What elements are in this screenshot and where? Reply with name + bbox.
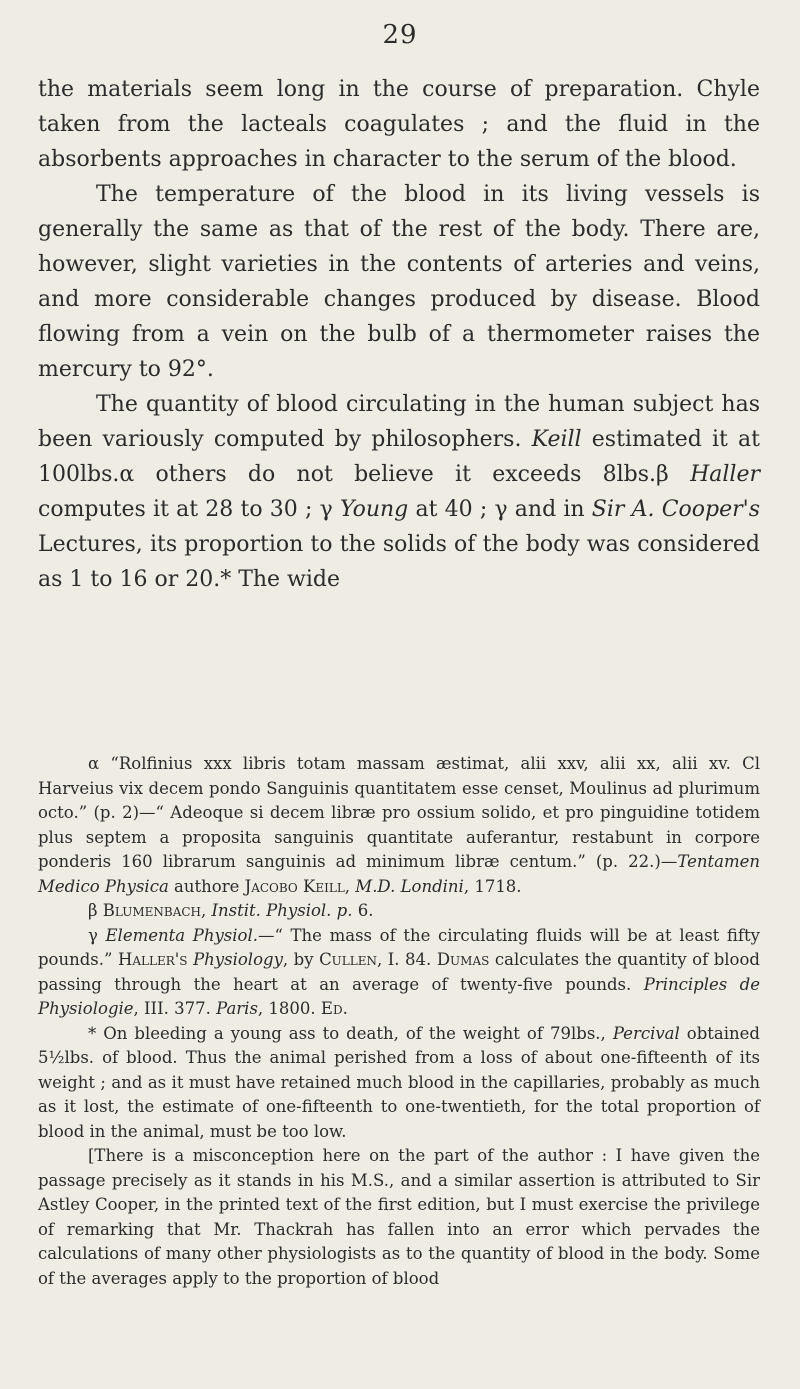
- paragraph-1: the materials seem long in the course of preparation. Chyle taken from the lacteals coagulates ; and the fluid in the absorbents approaches in character to the serum of the blood.: [38, 77, 760, 172]
- fg-haller: Haller's: [117, 950, 188, 969]
- fb-text-3: 6.: [352, 901, 374, 920]
- footnote-alpha: [38, 752, 760, 899]
- fg-ed: Ed.: [320, 999, 348, 1018]
- fg-work: Elementa Physiol.: [105, 925, 258, 945]
- fs-percival: Percival: [612, 1023, 680, 1043]
- fb-text-1: β: [88, 901, 103, 920]
- fg-dumas: Dumas: [436, 950, 490, 969]
- fg-text-8: , 1800.: [257, 999, 321, 1018]
- paragraph-3: [38, 387, 760, 597]
- fa-author: Jacobo Keill: [244, 876, 345, 896]
- fg-text-7: , III. 377.: [133, 999, 217, 1018]
- footnote-bracket: [There is a misconception here on the part of the author : I have given the passage precisely as it stands in his M.S., and a similar assertion is attributed to Sir Astley Cooper, in the printed text of the first edition, but I must exercise the privilege of remarking that Mr. Thackrah has fallen into an error which pervades the calculations of many other physiologists as to the quantity of blood in the body. Some of the averages apply to the proportion of blood: [38, 1146, 760, 1288]
- footnote-gamma: [38, 924, 760, 1022]
- fg-text-1: γ: [88, 925, 106, 945]
- fb-author: Blumenbach: [102, 901, 202, 920]
- p3-keill: Keill: [531, 427, 582, 452]
- fa-place: M.D. Londini: [355, 876, 464, 896]
- fg-work2: Physiology: [193, 950, 283, 969]
- fa-title: Tentamen Medico Physica: [38, 852, 760, 896]
- fb-text-2: ,: [201, 901, 212, 920]
- fg-text-5: , I. 84.: [377, 950, 437, 969]
- p3-text-4: at 40 ; γ and in: [408, 497, 592, 522]
- page-number: 29: [382, 20, 418, 50]
- p3-young: Young: [339, 497, 409, 522]
- paragraph-2: The temperature of the blood in its living vessels is generally the same as that of the rest of the body. There are, however, slight varieties in the contents of arteries and veins, and more considerable changes produced by disease. Blood flowing from a vein on the bulb of a thermometer raises the mercury to 92°.: [38, 182, 760, 382]
- footnote-beta: [38, 899, 760, 924]
- fa-text-4: , 1718.: [463, 876, 522, 896]
- fa-text-3: ,: [344, 876, 356, 896]
- fa-text-2: authore: [168, 876, 245, 896]
- p3-text-1: The quantity of blood circulating in the human subject has been variously computed by philosophers.: [38, 392, 760, 452]
- fg-work3: Principles de Physiologie: [38, 974, 760, 1018]
- fb-work: Instit. Physiol. p.: [211, 901, 353, 920]
- fs-text-1: * On bleeding a young ass to death, of the weight of 79lbs.,: [88, 1023, 613, 1043]
- p3-text-3: computes it at 28 to 30 ; γ: [38, 497, 340, 522]
- fa-text-1: α “Rolfinius xxx libris totam massam æstimat, alii xxv, alii xx, alii xv. Cl Harveius vix decem pondo Sanguinis quantitatem esse censet, Moulinus ad plurimum octo.” (p. 2)—“ Adeoque si decem libræ pro ossium solido, et pro pinguidine totidem plus septem a proposita sanguinis quantitate auferantur, restabunt in corpore ponderis 160 librarum sanguinis ad minimum libræ centum.” (p. 22.)—: [38, 754, 760, 871]
- fg-cullen: Cullen: [319, 950, 377, 969]
- fg-text-4: , by: [282, 950, 320, 969]
- fs-text-2: obtained 5½lbs. of blood. Thus the animal perished from a loss of about one-fifteenth of its weight ; and as it must have retained much blood in the capillaries, probably as much as it lost, the estimate of one-fifteenth to one-twentieth, for the total proportion of blood in the animal, must be too low.: [38, 1023, 760, 1141]
- main-text: [38, 72, 760, 597]
- footnote-star: [38, 1022, 760, 1145]
- p3-haller: Haller: [690, 462, 760, 487]
- fg-text-6: calculates the quantity of blood passing through the heart at an average of twenty-five pounds.: [38, 950, 760, 994]
- fg-paris: Paris: [216, 999, 258, 1018]
- p3-cooper: Sir A. Cooper's: [591, 497, 760, 522]
- p3-text-5: Lectures, its proportion to the solids of the body was considered as 1 to 16 or 20.* The wide: [38, 532, 760, 592]
- fg-text-2: —“ The mass of the circulating fluids will be at least fifty pounds.”: [38, 925, 760, 969]
- p3-text-2: estimated it at 100lbs.α others do not believe it exceeds 8lbs.β: [38, 427, 760, 487]
- footnotes: [38, 752, 760, 1291]
